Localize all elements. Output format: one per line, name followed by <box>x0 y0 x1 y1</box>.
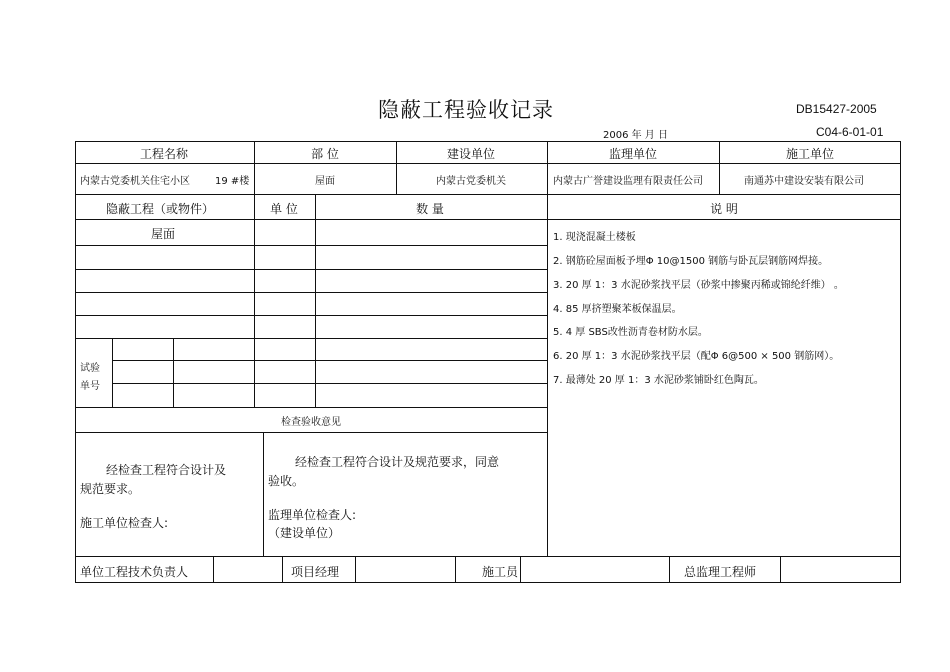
info-project-name: 内蒙古党委机关住宅小区 <box>80 176 190 187</box>
left-opinion-line2: 规范要求。 <box>80 482 141 496</box>
right-signer-sub: （建设单位） <box>268 526 341 540</box>
info-builder: 内蒙古党委机关 <box>436 176 506 187</box>
footer-tech-lead: 单位工程技术负责人 <box>80 565 189 579</box>
date-line: 2006 年 月 日 <box>603 130 668 141</box>
test-label-line2: 单号 <box>80 381 100 392</box>
header-builder: 建设单位 <box>446 147 496 161</box>
subheader-hidden-work: 隐蔽工程（或物件） <box>105 202 215 216</box>
inspection-heading: 检查验收意见 <box>281 417 341 428</box>
footer-chief-supervisor: 总监理工程师 <box>684 565 757 579</box>
header-project-name: 工程名称 <box>139 147 189 161</box>
left-opinion-line1: 经检查工程符合设计及 <box>106 463 227 477</box>
item-roof: 屋面 <box>150 227 176 241</box>
right-signer: 监理单位检查人: <box>268 508 357 522</box>
right-opinion-line2: 验收。 <box>268 474 305 488</box>
header-contractor: 施工单位 <box>785 147 835 161</box>
header-location: 部 位 <box>311 147 339 161</box>
description-line: 4. 85 厚挤塑聚苯板保温层。 <box>553 304 682 315</box>
info-supervisor: 内蒙古广誉建设监理有限责任公司 <box>553 176 703 187</box>
footer-project-manager: 项目经理 <box>291 565 340 579</box>
test-label-line1: 试验 <box>80 363 100 374</box>
description-line: 6. 20 厚 1：3 水泥砂浆找平层（配Φ 6@500 × 500 钢筋网）。 <box>553 351 840 362</box>
subheader-unit: 单 位 <box>270 202 298 216</box>
description-line: 3. 20 厚 1：3 水泥砂浆找平层（砂浆中掺聚丙稀或锦纶纤维） 。 <box>553 280 844 291</box>
info-contractor: 南通苏中建设安装有限公司 <box>744 176 864 187</box>
subheader-quantity: 数 量 <box>416 202 444 216</box>
footer-construction-worker: 施工员 <box>482 565 519 579</box>
info-location: 屋面 <box>315 176 335 187</box>
description-line: 2. 钢筋砼屋面板予埋Φ 10@1500 钢筋与卧瓦层钢筋网焊接。 <box>553 256 829 267</box>
right-opinion-line1: 经检查工程符合设计及规范要求，同意 <box>295 455 500 469</box>
description-line: 5. 4 厚 SBS改性沥青卷材防水层。 <box>553 327 708 338</box>
description-line: 7. 最薄处 20 厚 1：3 水泥砂浆铺卧红色陶瓦。 <box>553 375 764 386</box>
header-supervisor: 监理单位 <box>608 147 658 161</box>
standard-number: DB15427-2005 <box>796 102 877 116</box>
subheader-description: 说 明 <box>710 202 738 216</box>
description-line: 1. 现浇混凝土楼板 <box>553 232 636 243</box>
document-title: 隐蔽工程验收记录 <box>378 98 554 122</box>
info-building-no: 19 #楼 <box>215 176 250 187</box>
form-number: C04-6-01-01 <box>816 125 884 139</box>
left-signer: 施工单位检查人: <box>80 516 169 530</box>
